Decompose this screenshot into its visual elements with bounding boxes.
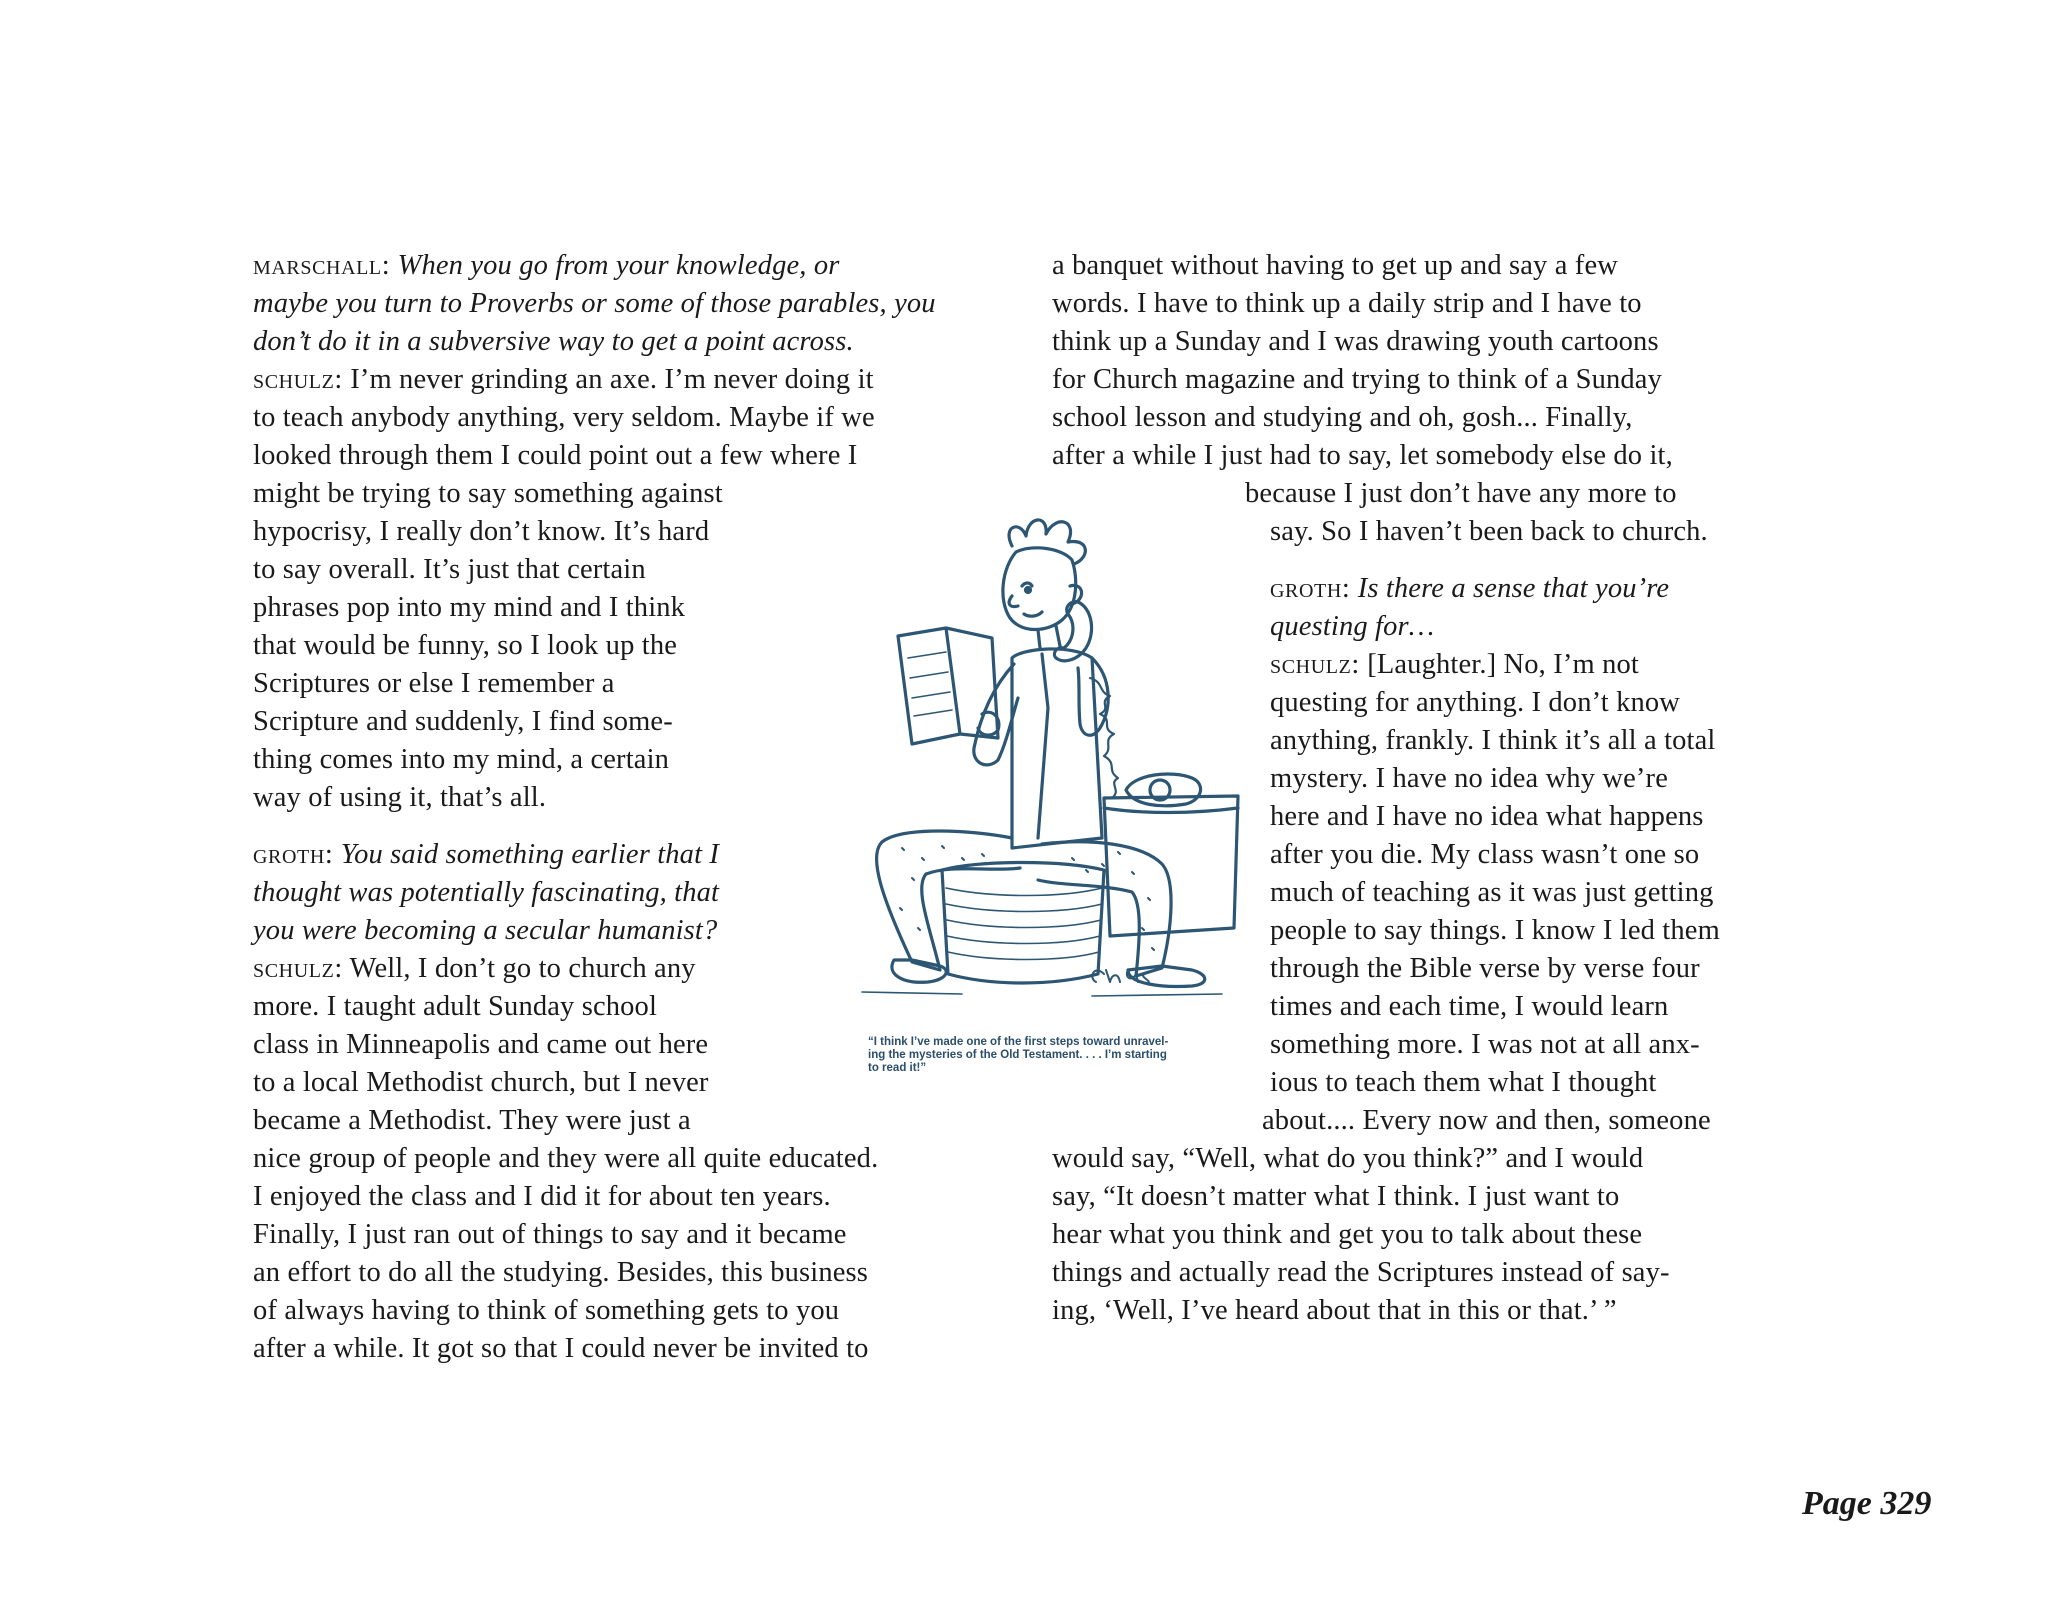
answer-text: Well, I don’t go to church any xyxy=(349,953,696,984)
text-line: thought was potentially fascinating, that xyxy=(253,877,720,908)
text-line: after you die. My class wasn’t one so xyxy=(1270,839,1700,870)
speaker-name: marschall: xyxy=(253,250,391,281)
torso xyxy=(1012,649,1102,848)
question-text: Is there a sense that you’re xyxy=(1357,573,1670,604)
text-line: hypocrisy, I really don’t know. It’s hard xyxy=(253,516,710,547)
text-line: questing for anything. I don’t know xyxy=(1270,687,1681,718)
text-line: to teach anybody anything, very seldom. Maybe if we xyxy=(253,402,875,433)
text-line: here and I have no idea what happens xyxy=(1270,801,1704,832)
text-line: think up a Sunday and I was drawing youth cartoons xyxy=(1052,326,1659,357)
text-line: thing comes into my mind, a certain xyxy=(253,744,670,775)
text-line: a banquet without having to get up and say a few xyxy=(1052,250,1618,281)
text-line: looked through them I could point out a few where I xyxy=(253,440,858,471)
text-line: ious to teach them what I thought xyxy=(1270,1067,1657,1098)
cartoon-caption xyxy=(868,1036,1248,1075)
text-line xyxy=(1270,646,1639,684)
text-line: I enjoyed the class and I did it for about ten years. xyxy=(253,1181,831,1212)
text-line: hear what you think and get you to talk about these xyxy=(1052,1219,1643,1250)
text-line: to a local Methodist church, but I never xyxy=(253,1067,709,1098)
speaker-name: schulz: xyxy=(253,364,343,395)
text-line: Scripture and suddenly, I find some- xyxy=(253,706,673,737)
text-line: after a while I just had to say, let somebody else do it, xyxy=(1052,440,1673,471)
speaker-name: schulz: xyxy=(1270,649,1360,680)
text-line: ing, ‘Well, I’ve heard about that in this or that.’ ” xyxy=(1052,1295,1617,1326)
text-line: something more. I was not at all anx- xyxy=(1270,1029,1700,1060)
text-line: words. I have to think up a daily strip and I have to xyxy=(1052,288,1642,319)
text-line: Scriptures or else I remember a xyxy=(253,668,615,699)
text-line: because I just don’t have any more to xyxy=(1245,478,1677,509)
question-text: When you go from your knowledge, or xyxy=(397,250,840,281)
text-line: nice group of people and they were all quite educated. xyxy=(253,1143,879,1174)
text-line: Finally, I just ran out of things to say and it became xyxy=(253,1219,847,1250)
speaker-name: groth: xyxy=(1270,573,1351,604)
text-line: might be trying to say something against xyxy=(253,478,723,509)
text-line: of always having to think of something gets to you xyxy=(253,1295,840,1326)
text-line: after a while. It got so that I could never be invited to xyxy=(253,1333,869,1364)
text-line xyxy=(253,836,719,874)
book-lines xyxy=(908,652,952,716)
cartoon-illustration xyxy=(842,508,1262,1028)
text-line: to say overall. It’s just that certain xyxy=(253,554,646,585)
text-line xyxy=(253,247,839,285)
text-line xyxy=(253,361,874,399)
question-text: You said something earlier that I xyxy=(340,839,720,870)
text-line: don’t do it in a subversive way to get a point across. xyxy=(253,326,854,357)
stool-lines xyxy=(946,888,1102,960)
caption-line: ing the mysteries of the Old Testament. . . . I’m starting xyxy=(868,1049,1167,1061)
right-leg xyxy=(1038,842,1171,976)
text-line: anything, frankly. I think it’s all a total xyxy=(1270,725,1716,756)
text-line: that would be funny, so I look up the xyxy=(253,630,678,661)
nose xyxy=(1009,596,1018,607)
text-line: became a Methodist. They were just a xyxy=(253,1105,691,1136)
text-line: much of teaching as it was just getting xyxy=(1270,877,1714,908)
text-line: class in Minneapolis and came out here xyxy=(253,1029,709,1060)
speaker-name: groth: xyxy=(253,839,334,870)
text-line: times and each time, I would learn xyxy=(1270,991,1669,1022)
text-line xyxy=(1270,570,1669,608)
pupil xyxy=(1026,588,1031,593)
text-line: through the Bible verse by verse four xyxy=(1270,953,1700,984)
left-leg xyxy=(877,831,1020,970)
text-line: say, “It doesn’t matter what I think. I just want to xyxy=(1052,1181,1620,1212)
answer-text: I’m never grinding an axe. I’m never doing it xyxy=(350,364,874,395)
book-left-page xyxy=(898,628,960,744)
desk-edge xyxy=(1104,808,1238,813)
text-line: would say, “Well, what do you think?” and I would xyxy=(1052,1143,1644,1174)
text-line: school lesson and studying and oh, gosh... Finally, xyxy=(1052,402,1633,433)
text-line: things and actually read the Scriptures instead of say- xyxy=(1052,1257,1670,1288)
ground-line xyxy=(862,992,1222,996)
head xyxy=(1003,548,1076,630)
page-number: Page 329 xyxy=(1802,1485,1932,1522)
text-line: for Church magazine and trying to think of a Sunday xyxy=(1052,364,1662,395)
mouth xyxy=(1024,612,1042,616)
text-line xyxy=(253,950,696,988)
text-line: more. I taught adult Sunday school xyxy=(253,991,658,1022)
caption-line: “I think I’ve made one of the first steps toward unravel- xyxy=(868,1036,1169,1048)
text-line: way of using it, that’s all. xyxy=(253,782,547,813)
shirt-placket xyxy=(1038,654,1048,838)
text-line: phrases pop into my mind and I think xyxy=(253,592,686,623)
hair xyxy=(1009,520,1085,564)
text-line: an effort to do all the studying. Besides, this business xyxy=(253,1257,869,1288)
text-line: questing for… xyxy=(1270,611,1435,642)
text-line: you were becoming a secular humanist? xyxy=(253,915,718,946)
text-line: people to say things. I know I led them xyxy=(1270,915,1720,946)
text-line: maybe you turn to Proverbs or some of those parables, you xyxy=(253,288,936,319)
text-line: mystery. I have no idea why we’re xyxy=(1270,763,1668,794)
text-line: say. So I haven’t been back to church. xyxy=(1270,516,1708,547)
eye xyxy=(1022,583,1032,586)
speaker-name: schulz: xyxy=(253,953,343,984)
caption-line: to read it!” xyxy=(868,1062,927,1074)
answer-text: [Laughter.] No, I’m not xyxy=(1367,649,1639,680)
text-line: about.... Every now and then, someone xyxy=(1262,1105,1711,1136)
